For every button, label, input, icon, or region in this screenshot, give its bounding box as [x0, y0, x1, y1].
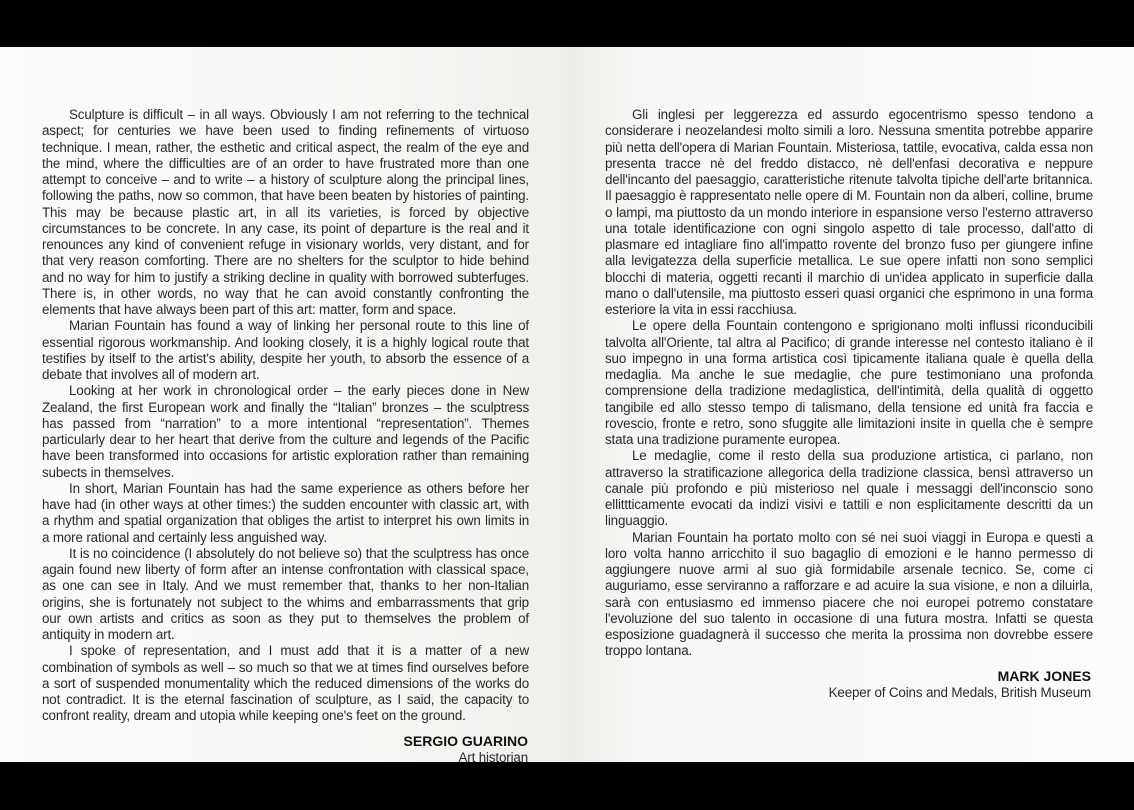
right-signature	[605, 668, 1091, 701]
right-paragraph-4: Marian Fountain ha portato molto con sé nei suoi viaggi in Europa e questi a loro volta hanno arricchito il suo bagaglio di emozioni e le hanno permesso di aggiungere nuove armi al suo già formidabile arsenale tecnico. Se, come ci auguriamo, esse serviranno a rafforzare e ad acuire la sua visione, e non a diluirla, sarà con entusiasmo ed immenso piacere che noi europei potremo constatare l'evoluzione del suo talento in occasione di una futura mostra. Infatti se questa esposizione guadagnerà il successo che merita la prossima non dovrebbe essere troppo lontana.	[605, 529, 1093, 659]
top-black-bar	[0, 0, 1134, 47]
left-paragraph-2: Marian Fountain has found a way of linking her personal route to this line of essential rigorous workmanship. And looking closely, it is a highly logical route that testifies by itself to the artist's ability, despite her youth, to absorb the essence of a debate that involves all of modern art.	[42, 318, 529, 382]
right-paragraph-1: Gli inglesi per leggerezza ed assurdo egocentrismo spesso tendono a considerare i neozelandesi molto simili a loro. Nessuna smentita potrebbe apparire più netta dell'opera di Marian Fountain. Misteriosa, tattile, evocativa, calda essa non presenta tracce nè del freddo distacco, nè dell'enfasi decorativa e neppure dell'incanto del paesaggio, caratteristiche ritenute talvolta tipiche dell'arte britannica. Il paesaggio è rappresentato nelle opere di M. Fountain non da alberi, colline, brume o lampi, ma piuttosto da un mondo interiore in espansione verso l'esterno attraverso una totale identificazione con ogni singolo aspetto di tale processo, dall'atto di plasmare ed intagliare fino all'impatto rovente del bronzo fuso per giungere infine alla levigatezza della superficie metallica. Le sue opere infatti non sono semplici blocchi di materia, oggetti recanti il marchio di un'idea applicato in superficie dalla mano o dall'utensile, ma piuttosto esseri quasi organici che esprimono in una forma esteriore la vita in essi racchiusa.	[605, 107, 1093, 317]
left-paragraph-6: I spoke of representation, and I must add that it is a matter of a new combination of symbols as well – so much so that we at times find ourselves before a sort of suspended monumentality which the reduced dimensions of the works do not contradict. It is the eternal fascination of sculpture, as I said, the capacity to confront reality, dream and utopia while keeping one's feet on the ground.	[42, 643, 529, 724]
bottom-black-bar	[0, 762, 1134, 810]
left-signature	[42, 733, 528, 763]
right-text-column	[605, 107, 1093, 701]
book-spread	[0, 47, 1134, 762]
left-paragraph-5: It is no coincidence (I absolutely do not believe so) that the sculptress has once again found new liberty of form after an intense confrontation with classical space, as one can see in Italy. And we must remember that, thanks to her non-Italian origins, she is fortunately not subject to the whims and embarrassments that grip our own artists and critics as soon as they put to themselves the problem of antiquity in modern art.	[42, 545, 529, 642]
author-role: Art historian	[458, 749, 528, 762]
author-name: SERGIO GUARINO	[403, 732, 528, 749]
author-role: Keeper of Coins and Medals, British Museum	[828, 684, 1091, 700]
left-paragraph-3: Looking at her work in chronological order – the early pieces done in New Zealand, the first European work and finally the “Italian” bronzes – the sculptress has passed from “narration” to a more intentional “representation”. Themes particularly dear to her heart that derive from the culture and legends of the Pacific have been transformed into occasions for artistic exploration rather than remaining subects in themselves.	[42, 383, 529, 480]
left-paragraph-4: In short, Marian Fountain has had the same experience as others before her have had (in other ways at other times:) the sudden encounter with classic art, with a rhythm and spatial organization that obliges the artist to interpret his own limits in a more rational and certainly less anguished way.	[42, 480, 529, 545]
left-text-column	[42, 107, 529, 762]
left-paragraph-1: Sculpture is difficult – in all ways. Obviously I am not referring to the technical aspect; for centuries we have been used to finding refinements of virtuoso technique. I mean, rather, the esthetic and critical aspect, the realm of the eye and the mind, where the difficulties are of an order to have frustrated more than one attempt to conceive – and to write – a history of sculpture along the principal lines, following the paths, now so common, that have been beaten by histories of painting. This may be because plastic art, in all its varieties, is forced by objective circumstances to be concrete. In any case, its point of departure is the real and it renounces any kind of convenient refuge in visionary worlds, very distant, and for that very reason comforting. There are no shelters for the sculptor to hide behind and no way for him to justify a striking decline in quality with borrowed subterfuges. There is, in other words, no way that he can avoid constantly confronting the elements that have always been part of this art: matter, form and space.	[42, 107, 529, 317]
right-paragraph-2: Le opere della Fountain contengono e sprigionano molti influssi riconducibili talvolta all'Oriente, tal altra al Pacifico; di grande interesse nel contesto italiano è il suo impegno in una forma artistica così tipicamente italiana quale è quella della medaglia. Ma anche le sue medaglie, che pure testimoniano una profonda comprensione della tradizione medaglistica, dell'intimità, della qualità di oggetto tangibile ed allo stesso tempo di talismano, della tensione ed unità fra faccia e rovescio, fronte e retro, sono sfuggite alle limitazioni insite in quella che è sempre stata una tradizione puramente europea.	[605, 318, 1093, 447]
author-name: MARK JONES	[997, 667, 1091, 684]
right-paragraph-3: Le medaglie, come il resto della sua produzione artistica, ci parlano, non attraverso la stratificazione allegorica della tradizione classica, bensì attraverso un canale più profondo e più misterioso nel quale i messaggi dell'inconscio sono ellittticamente evocati da indizi visivi e tattili e non esplicitamente descritti da un linguaggio.	[605, 448, 1093, 529]
